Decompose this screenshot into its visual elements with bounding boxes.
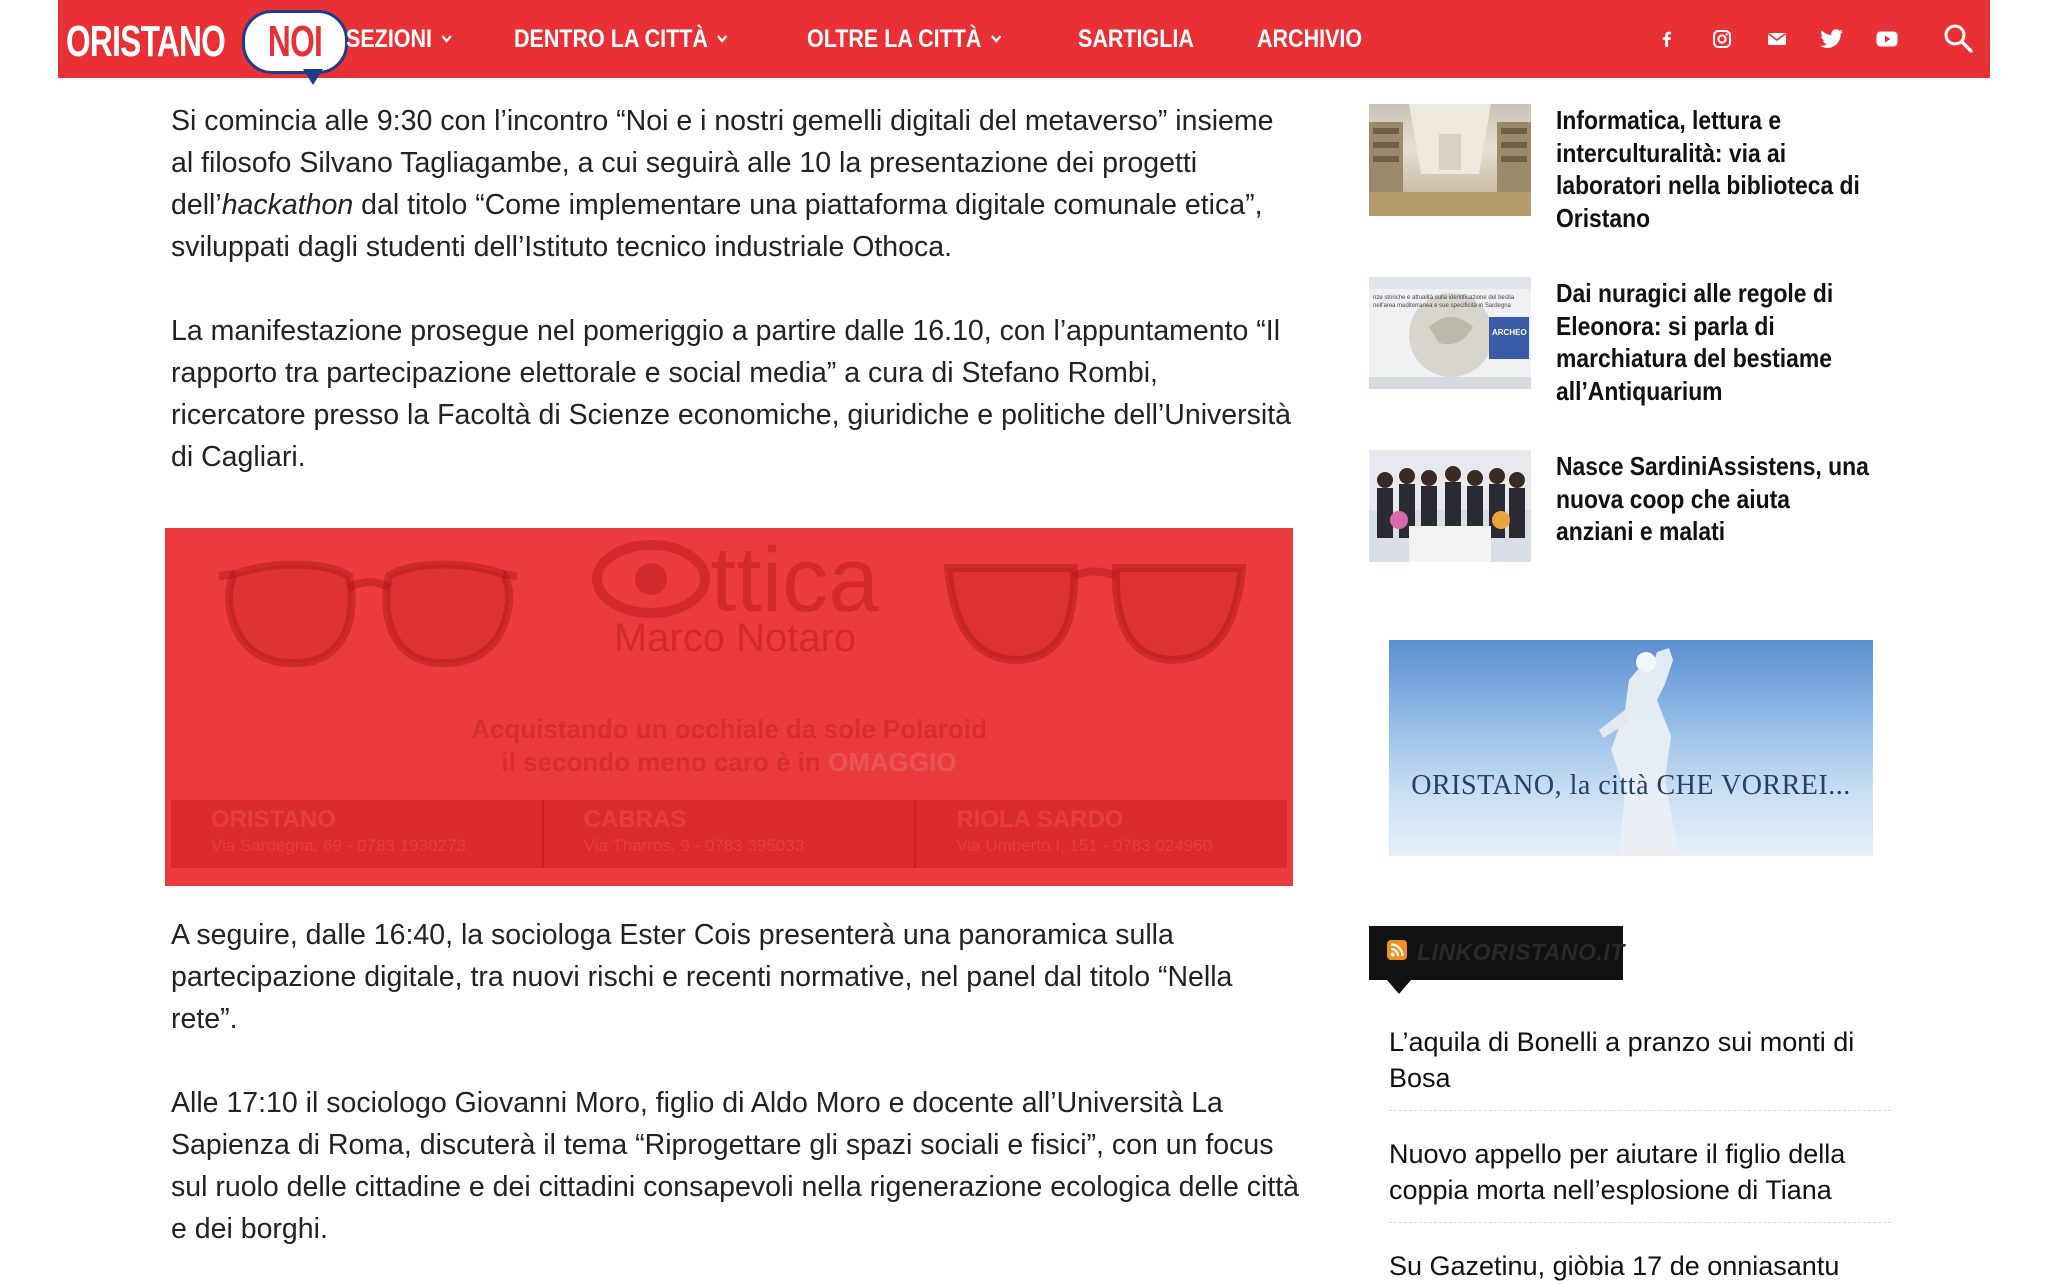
poster-badge: ARCHEO	[1492, 328, 1527, 337]
youtube-icon[interactable]	[1874, 26, 1900, 52]
post-title-line: nuova coop che aiuta	[1556, 483, 1790, 514]
sidebar-post[interactable]	[1369, 277, 1909, 407]
poster-caption: nell'area mediterranea e sue specificità in Sardegna	[1373, 303, 1511, 309]
search-icon[interactable]	[1942, 22, 1974, 54]
post-title-line: Informatica, lettura e	[1556, 105, 1782, 135]
eye-logo-icon	[591, 539, 711, 619]
feed-item-line: Bosa	[1389, 1063, 1451, 1093]
post-title-line: laboratori nella biblioteca di	[1556, 170, 1860, 200]
ad-shop-address: Via Umberto I, 151 - 0783 024960	[956, 836, 1213, 855]
feed-header	[1369, 926, 1623, 980]
post-thumbnail[interactable]	[1369, 104, 1531, 216]
post-title-line: Dai nuragici alle regole di	[1556, 278, 1834, 308]
post-title-line: anziani e malati	[1556, 516, 1726, 546]
sunglasses-icon	[217, 554, 517, 674]
article-paragraph: La manifestazione prosegue nel pomeriggio a partire dalle 16.10, con l’appuntamento “Il rapporto tra partecipazione elettorale e social media” a cura di Stefano Rombi, ricercatore presso la Facoltà di Scienze economiche, giuridiche e politiche dell’Università di Cagliari.	[171, 315, 1291, 473]
sidebar-post[interactable]	[1369, 450, 1909, 580]
social-links	[1625, 0, 1900, 78]
poster-caption: nze storiche e attualità sulla identificazione del bestia	[1373, 295, 1515, 301]
feed-item-line: L’aquila di Bonelli a pranzo sui monti di	[1389, 1027, 1855, 1057]
post-thumbnail[interactable]	[1369, 277, 1531, 389]
chevron-down-icon	[717, 32, 729, 46]
nav-archivio[interactable]	[1257, 25, 1362, 54]
paragraph-text: Si comincia alle 9:30 con l’incontro “Noi e i nostri gemelli digitali del metaverso” insieme al filosofo Silvano Tagliagambe, a cui seguirà alle 10 la presentazione dei progetti dell’	[171, 105, 1274, 221]
logo-bubble-text: NOI	[267, 17, 323, 66]
site-header	[58, 0, 1990, 78]
ad-brand-sub: Marco Notaro	[613, 616, 857, 660]
sidebar-post[interactable]	[1369, 104, 1909, 234]
twitter-icon[interactable]	[1819, 26, 1845, 52]
ad-offer-line: Acquistando un occhiale da sole Polaroid	[471, 714, 987, 744]
site-logo[interactable]	[66, 4, 356, 76]
ad-shop-city: CABRAS	[583, 806, 687, 833]
post-title[interactable]	[1556, 104, 1873, 234]
event-poster-image	[1369, 277, 1531, 389]
instagram-icon[interactable]	[1709, 26, 1735, 52]
article-paragraph: Alle 17:10 il sociologo Giovanni Moro, figlio di Aldo Moro e docente all’Università La Sapienza di Roma, discuterà il tema “Riprogettare gli spazi sociali e fisici”, con un focus sul ruolo delle cittadine e dei cittadini consapevoli nella rigenerazione ecologica delle città e dei borghi.	[171, 1087, 1300, 1245]
post-title-line: Oristano	[1556, 202, 1651, 233]
post-title[interactable]	[1556, 450, 1873, 548]
mail-icon[interactable]	[1764, 26, 1790, 52]
statue-image	[1389, 640, 1873, 856]
feed-item-line: coppia morta nell’esplosione di Tiana	[1389, 1175, 1832, 1205]
post-title-line: marchiatura del bestiame	[1556, 343, 1832, 373]
ad-shop-city: ORISTANO	[211, 806, 336, 833]
library-image	[1369, 104, 1531, 216]
ad-brand	[575, 529, 895, 631]
chevron-down-icon	[990, 32, 1002, 46]
rss-icon[interactable]	[1387, 940, 1407, 960]
ad-offer-text: il secondo meno caro è in	[501, 747, 828, 777]
ad-offer-line	[265, 747, 1193, 778]
ad-shops-bar	[171, 800, 1287, 868]
ad-shop	[171, 800, 544, 868]
nav-label: SEZIONI	[346, 24, 433, 53]
nav-label: DENTRO LA CITTÀ	[514, 24, 708, 53]
feed-divider	[1389, 1222, 1891, 1223]
feed-item-line: Nuovo appello per aiutare il figlio della	[1389, 1139, 1846, 1169]
nav-sartiglia[interactable]	[1078, 25, 1194, 54]
ad-shop	[916, 800, 1287, 868]
main-nav	[346, 0, 1423, 78]
ad-shop-address: Via Tharros, 9 - 0783 395033	[583, 836, 805, 855]
chevron-down-icon	[441, 32, 453, 46]
logo-bubble	[242, 10, 348, 74]
feed-item[interactable]	[1389, 1024, 1894, 1096]
post-title-line: Eleonora: si parla di	[1556, 310, 1775, 341]
feed-divider	[1389, 1110, 1891, 1111]
nav-dentro-la-citta[interactable]	[514, 25, 729, 54]
post-title-line: all’Antiquarium	[1556, 375, 1723, 406]
sunglasses-icon	[940, 554, 1250, 674]
post-title-line: Nasce SardiniAssistens, una	[1556, 451, 1869, 481]
nav-label: SARTIGLIA	[1078, 24, 1195, 53]
facebook-icon[interactable]	[1654, 26, 1680, 52]
ad-brand-text: ttica	[710, 529, 880, 631]
article-paragraph	[171, 100, 1291, 268]
feed-item[interactable]	[1389, 1136, 1894, 1208]
nav-sezioni[interactable]	[346, 25, 453, 54]
feed-item[interactable]	[1389, 1248, 1894, 1284]
ad-shop-address: Via Sardegna, 69 - 0783 1930273	[211, 836, 466, 855]
paragraph-emphasis: hackathon	[221, 189, 354, 221]
nav-label: OLTRE LA CITTÀ	[807, 24, 982, 53]
post-title-line: interculturalità: via ai	[1556, 137, 1787, 168]
ad-offer-highlight: OMAGGIO	[827, 747, 957, 777]
nav-oltre-la-citta[interactable]	[807, 25, 1002, 54]
ad-banner[interactable]	[165, 528, 1293, 886]
paragraph-text: dal titolo “Come implementare una piattaforma digitale comunale etica”, sviluppati dagli studenti dell’Istituto tecnico industriale Othoca.	[171, 189, 1263, 263]
ad-shop-city: RIOLA SARDO	[956, 806, 1124, 833]
ad-shop	[544, 800, 917, 868]
feed-source-link[interactable]: LINKORISTANO.IT	[1417, 939, 1625, 965]
post-title[interactable]	[1556, 277, 1873, 407]
group-photo-image	[1369, 450, 1531, 562]
logo-text: ORISTANO	[66, 17, 226, 66]
promo-banner[interactable]	[1389, 640, 1873, 856]
post-thumbnail[interactable]	[1369, 450, 1531, 562]
promo-text: ORISTANO, la città CHE VORREI...	[1411, 770, 1851, 801]
nav-label: ARCHIVIO	[1256, 24, 1363, 53]
feed-item-line: Su Gazetinu, giòbia 17 de onniasantu	[1389, 1251, 1840, 1281]
article-paragraph: A seguire, dalle 16:40, la sociologa Ester Cois presenterà una panoramica sulla partecipazione digitale, tra nuovi rischi e recenti normative, nel panel dal titolo “Nella rete”.	[171, 919, 1233, 1035]
